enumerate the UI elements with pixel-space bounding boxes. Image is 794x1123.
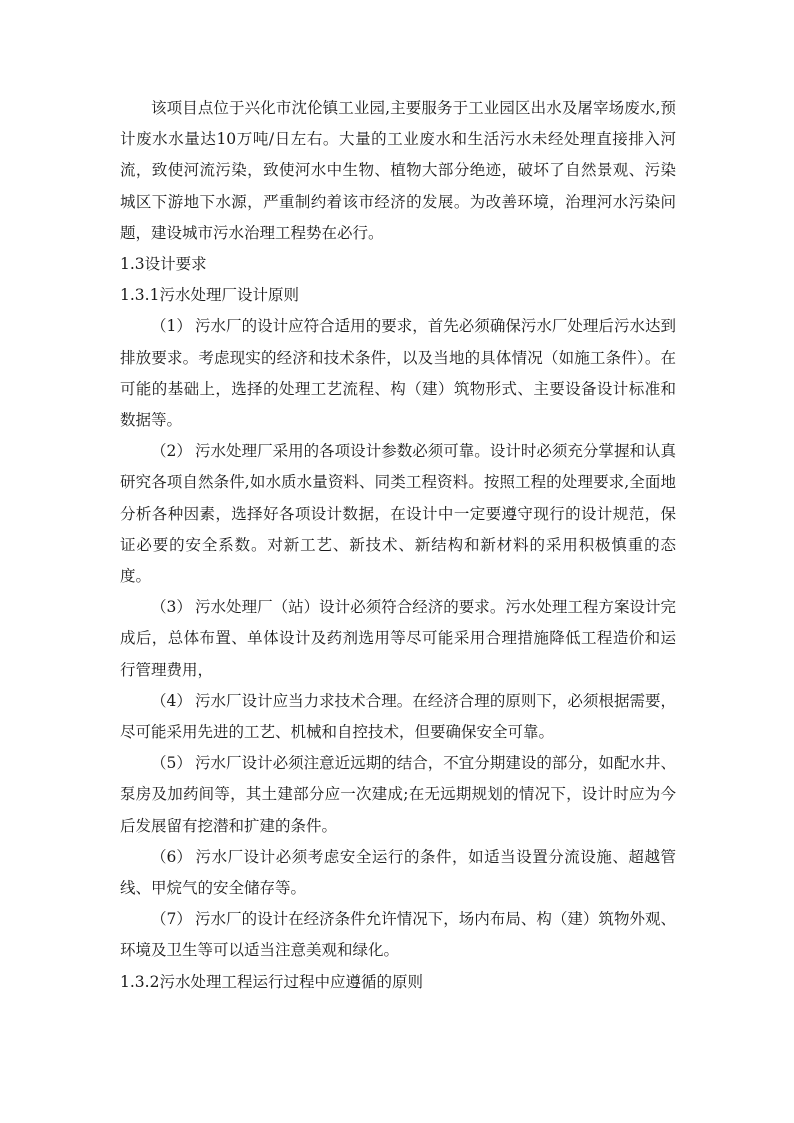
section-heading-1-3-2: 1.3.2污水处理工程运行过程中应遵循的原则 <box>120 972 423 991</box>
principle-item-1 <box>120 311 676 436</box>
item-number: （5） <box>151 754 192 773</box>
item-text: 污水厂的设计在经济条件允许情况下，场内布局、构（建）筑物外观、环境及卫生等可以适当注意美观和绿化。 <box>120 910 676 960</box>
item-text: 污水厂设计必须注意近远期的结合，不宜分期建设的部分，如配水井、泵房及加药间等，其土建部分应一次建成;在无远期规划的情况下，设计时应为今后发展留有挖潜和扩建的条件。 <box>120 754 676 835</box>
item-text: 污水厂设计必须考虑安全运行的条件，如适当设置分流设施、超越管线、甲烷气的安全储存等。 <box>120 847 676 898</box>
item-text: 污水厂设计应当力求技术合理。在经济合理的原则下，必须根据需要，尽可能采用先进的工艺、机械和自控技术，但要确保安全可靠。 <box>120 691 676 742</box>
principle-item-6 <box>120 842 676 904</box>
section-heading-1-3: 1.3设计要求 <box>120 255 207 274</box>
principle-item-2 <box>120 436 676 592</box>
item-number: （7） <box>151 910 192 929</box>
principle-item-7 <box>120 904 676 966</box>
section-heading-1-3-1: 1.3.1污水处理厂设计原则 <box>120 286 299 305</box>
principle-item-3 <box>120 592 676 686</box>
intro-paragraph: 该项目点位于兴化市沈伦镇工业园,主要服务于工业园区出水及屠宰场废水,预计废水水量达10万吨/日左右。大量的工业废水和生活污水未经处理直接排入河流，致使河流污染，致使河水中生物、植物大部分绝迹，破坏了自然景观、污染城区下游地下水源，严重制约着该市经济的发展。为改善环境，治理河水污染问题，建设城市污水治理工程势在必行。 <box>120 99 676 242</box>
item-text: 污水厂的设计应符合适用的要求，首先必须确保污水厂处理后污水达到排放要求。考虑现实的经济和技术条件，以及当地的具体情况（如施工条件）。在可能的基础上，选择的处理工艺流程、构（建）筑物形式、主要设备设计标准和数据等。 <box>120 317 676 430</box>
item-number: （3） <box>151 598 192 617</box>
item-number: （2） <box>151 442 192 461</box>
item-number: （1） <box>151 317 192 336</box>
principle-item-5 <box>120 748 676 842</box>
principle-item-4 <box>120 686 676 748</box>
item-number: （6） <box>151 847 192 866</box>
item-text: 污水处理厂采用的各项设计参数必须可靠。设计时必须充分掌握和认真研究各项自然条件,如水质水量资料、同类工程资料。按照工程的处理要求,全面地分析各种因素，选择好各项设计数据，在设计中一定要遵守现行的设计规范，保证必要的安全系数。对新工艺、新技术、新结构和新材料的采用积极慎重的态度。 <box>120 442 676 586</box>
document-page <box>120 93 676 998</box>
item-text: 污水处理厂（站）设计必须符合经济的要求。污水处理工程方案设计完成后，总体布置、单体设计及药剂选用等尽可能采用合理措施降低工程造价和运行管理费用， <box>120 598 676 679</box>
item-number: （4） <box>151 691 192 710</box>
